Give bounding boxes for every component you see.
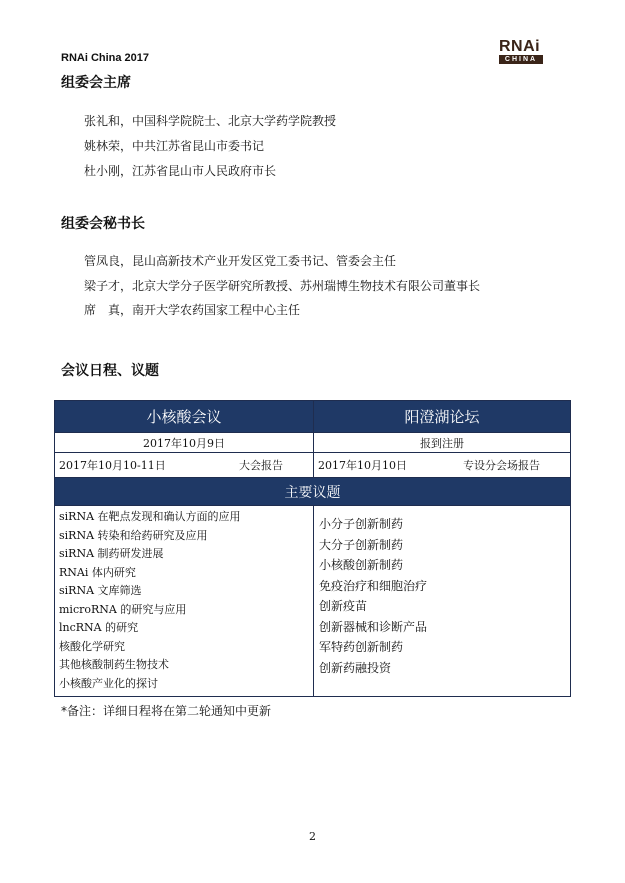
topic-item: siRNA 文库筛选 bbox=[59, 584, 142, 597]
topic-item: RNAi 体内研究 bbox=[59, 565, 136, 579]
topic-item: 核酸化学研究 bbox=[59, 639, 125, 653]
chair-heading: 组委会主席 bbox=[61, 75, 131, 91]
chair-line: 张礼和，中国科学院院士、北京大学药学院教授 bbox=[84, 114, 337, 128]
secretary-line: 席 真，南开大学农药国家工程中心主任 bbox=[84, 303, 301, 317]
col2-event: 专设分会场报告 bbox=[463, 459, 540, 472]
topic-item: 创新药融投资 bbox=[319, 660, 392, 675]
logo-text: RNAi bbox=[499, 38, 541, 55]
col2-date-row bbox=[314, 453, 571, 478]
col2-title: 阳澄湖论坛 bbox=[314, 401, 571, 433]
secretary-heading: 组委会秘书长 bbox=[61, 216, 145, 232]
topic-item: 免疫治疗和细胞治疗 bbox=[319, 578, 428, 593]
document-title: RNAi China 2017 bbox=[61, 52, 150, 64]
col1-title: 小核酸会议 bbox=[55, 401, 314, 433]
chair-line: 杜小刚，江苏省昆山市人民政府市长 bbox=[84, 164, 277, 178]
topic-item: 小分子创新制药 bbox=[319, 517, 404, 531]
left-topics bbox=[55, 506, 314, 697]
right-topics bbox=[314, 506, 571, 697]
topic-item: lncRNA 的研究 bbox=[59, 621, 139, 634]
footnote: *备注：详细日程将在第二轮通知中更新 bbox=[61, 704, 272, 718]
topic-item: siRNA 制药研发进展 bbox=[59, 547, 164, 560]
topic-item: 创新器械和诊断产品 bbox=[319, 619, 428, 634]
schedule-heading: 会议日程、议题 bbox=[61, 363, 159, 379]
col2-registration: 报到注册 bbox=[314, 433, 571, 453]
logo-bar-text: CHINA bbox=[499, 55, 543, 64]
page-number: 2 bbox=[309, 830, 316, 843]
col1-date: 2017年10月10-11日 bbox=[59, 459, 166, 472]
topic-item: microRNA 的研究与应用 bbox=[59, 602, 187, 616]
topic-item: 创新疫苗 bbox=[319, 599, 368, 613]
secretary-line: 管凤良，昆山高新技术产业开发区党工委书记、管委会主任 bbox=[84, 254, 397, 268]
col2-date: 2017年10月10日 bbox=[318, 459, 407, 472]
chair-line: 姚林荣，中共江苏省昆山市委书记 bbox=[84, 139, 265, 153]
topic-item: 小核酸产业化的探讨 bbox=[59, 676, 158, 690]
col1-registration: 2017年10月9日 bbox=[55, 433, 314, 453]
topics-title: 主要议题 bbox=[55, 478, 571, 506]
rnai-china-logo bbox=[497, 38, 545, 64]
topic-item: siRNA 在靶点发现和确认方面的应用 bbox=[59, 510, 241, 523]
schedule-table bbox=[54, 400, 571, 697]
topic-item: 大分子创新制药 bbox=[319, 537, 404, 552]
col1-event: 大会报告 bbox=[239, 459, 283, 472]
secretary-line: 梁子才，北京大学分子医学研究所教授、苏州瑞博生物技术有限公司董事长 bbox=[84, 279, 481, 293]
topic-item: 其他核酸制药生物技术 bbox=[59, 658, 169, 671]
topic-item: 小核酸创新制药 bbox=[319, 558, 404, 572]
col1-date-row bbox=[55, 453, 314, 478]
topic-item: 军特药创新制药 bbox=[319, 640, 404, 654]
topic-item: siRNA 转染和给药研究及应用 bbox=[59, 528, 208, 542]
